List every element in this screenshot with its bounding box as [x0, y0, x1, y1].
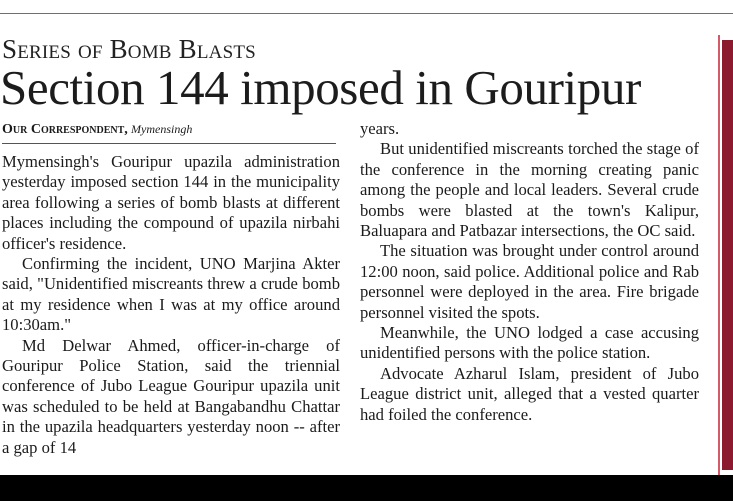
kicker: Series of Bomb Blasts — [2, 34, 256, 64]
paragraph: Advocate Azharul Islam, president of Jubo League district unit, alleged that a vested quarter had foiled the conference. — [360, 363, 699, 424]
paragraph: Mymensingh's Gouripur upazila administration yesterday imposed section 144 in the municipality area following a series of bomb blasts at different places including the compound of upazila nirbahi officer's residence. — [2, 152, 340, 253]
adjacent-article-strip — [722, 40, 733, 470]
paragraph: Meanwhile, the UNO lodged a case accusing unidentified persons with the police station. — [360, 323, 699, 363]
byline — [2, 120, 336, 139]
top-rule — [0, 13, 733, 14]
paragraph: The situation was brought under control around 12:00 noon, said police. Additional police and Rab personnel were deployed in the area. Fire brigade personnel visited the spots. — [360, 241, 699, 322]
paragraph-continuation: years. — [360, 119, 400, 138]
article-column-2 — [360, 119, 699, 425]
bottom-bar — [0, 475, 733, 501]
headline: Section 144 imposed in Gouripur — [0, 60, 641, 115]
byline-rule — [2, 143, 336, 144]
byline-name: Our Correspondent, — [2, 122, 128, 137]
paragraph: But unidentified miscreants torched the stage of the conference in the morning creating panic among the people and local leaders. Several crude bombs were blasted at the town's Kalipur, Baluapara and Patbazar intersections, the OC said. — [360, 139, 699, 241]
paragraph: Confirming the incident, UNO Marjina Akter said, "Unidentified miscreants threw a crude bomb at my residence when I was at my office around 10:30am." — [2, 254, 340, 335]
paragraph: Md Delwar Ahmed, officer-in-charge of Gouripur Police Station, said the triennial conference of Jubo League Gouripur upazila unit was scheduled to be held at Bangabandhu Chattar in the upazila headquarters yesterday noon -- after a gap of 14 — [2, 335, 340, 457]
article-column-1 — [2, 152, 340, 458]
byline-place: Mymensingh — [131, 122, 193, 136]
